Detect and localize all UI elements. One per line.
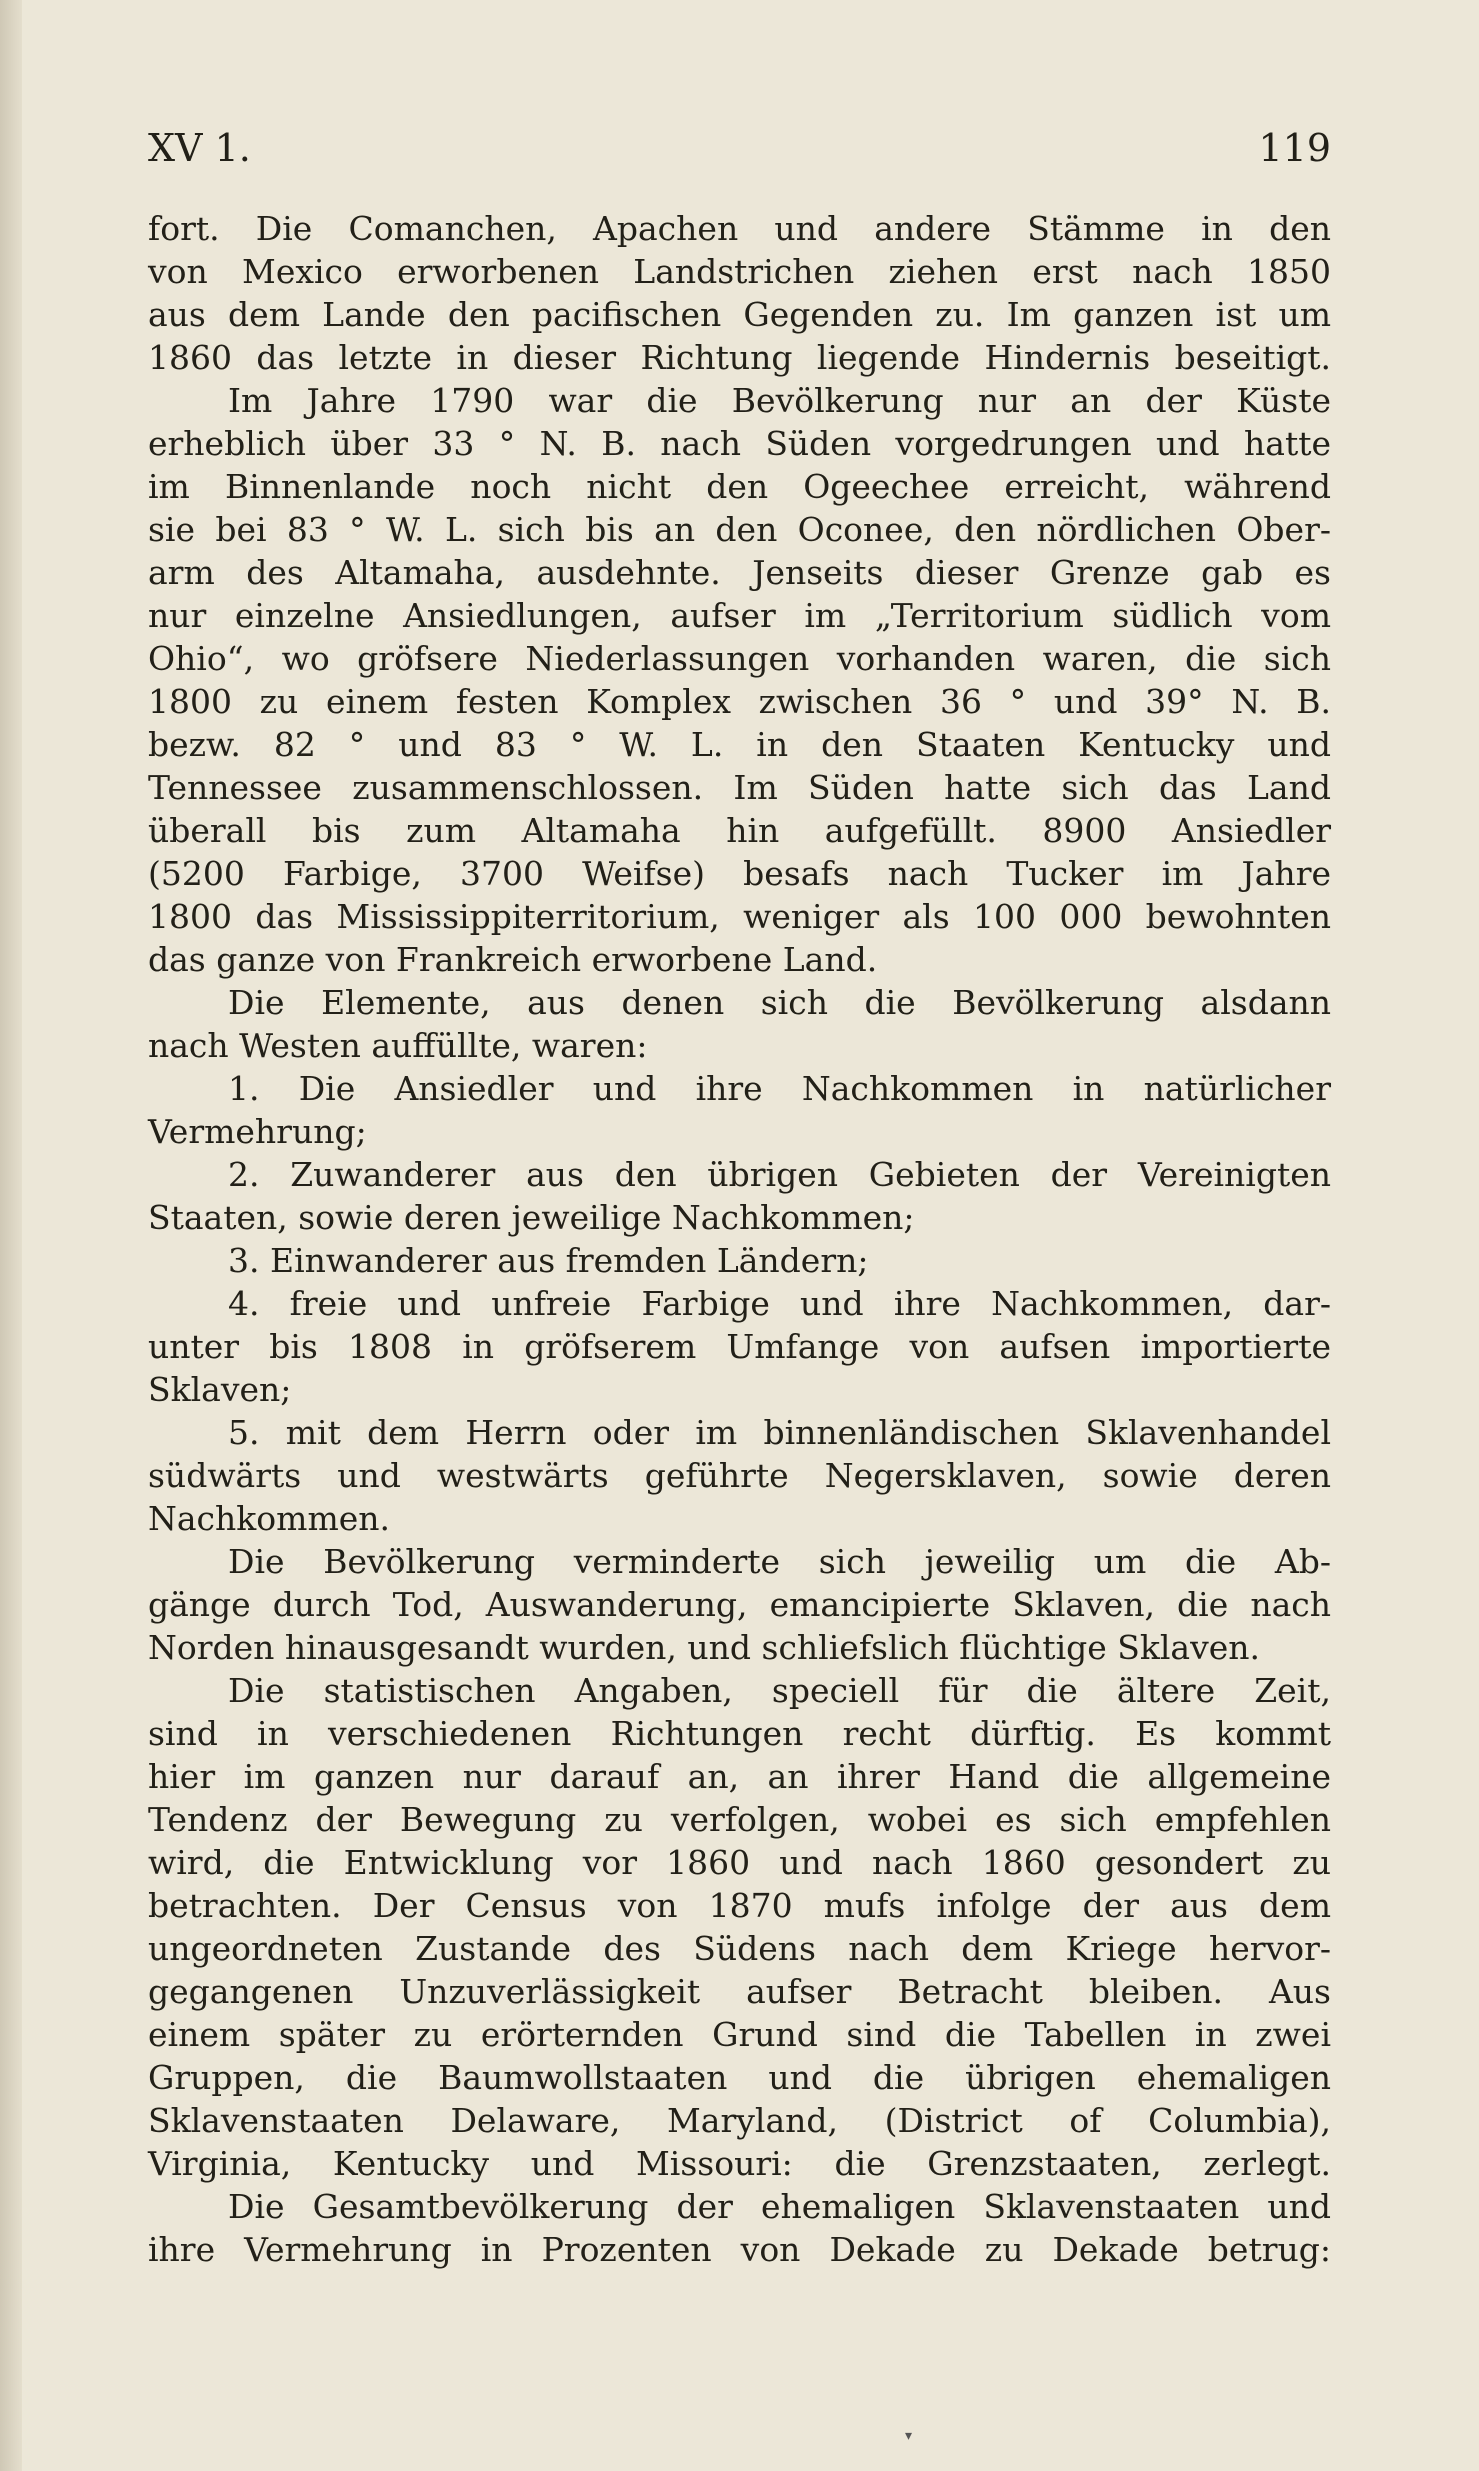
text-line: Vermehrung; (148, 1112, 367, 1151)
text-line: (5200 Farbige, 3700 Weifse) besafs nach Tucker im Jahre (148, 854, 1331, 893)
text-line: ungeordneten Zustande des Südens nach dem Kriege hervor- (148, 1929, 1331, 1968)
text-line: Tendenz der Bewegung zu verfolgen, wobei es sich empfehlen (148, 1800, 1331, 1839)
text-line: Nachkommen. (148, 1499, 391, 1538)
text-line: von Mexico erworbenen Landstrichen ziehen erst nach 1850 (148, 252, 1331, 291)
text-line: Im Jahre 1790 war die Bevölkerung nur an der Küste (228, 381, 1331, 420)
text-line: Virginia, Kentucky und Missouri: die Grenzstaaten, zerlegt. (148, 2144, 1331, 2183)
text-line: Tennessee zusammenschlossen. Im Süden hatte sich das Land (148, 768, 1331, 807)
text-line: bezw. 82 ° und 83 ° W. L. in den Staaten Kentucky und (148, 725, 1331, 764)
list-item-2: 2. Zuwanderer aus den übrigen Gebieten der Vereinigten (228, 1155, 1331, 1194)
body-text (148, 207, 1331, 2271)
text-line: Gruppen, die Baumwollstaaten und die übrigen ehemaligen (148, 2058, 1331, 2097)
list-item-1: 1. Die Ansiedler und ihre Nachkommen in natürlicher (228, 1069, 1331, 1108)
text-line: 1800 das Mississippiterritorium, weniger als 100 000 bewohnten (148, 897, 1331, 936)
text-line: Die Gesamtbevölkerung der ehemaligen Sklavenstaaten und (228, 2187, 1331, 2226)
running-header (148, 118, 1331, 178)
text-line: Die Bevölkerung verminderte sich jeweilig um die Ab- (228, 1542, 1331, 1581)
text-line: unter bis 1808 in gröfserem Umfange von aufsen importierte (148, 1327, 1331, 1366)
text-line: Norden hinausgesandt wurden, und schliefslich flüchtige Sklaven. (148, 1628, 1261, 1667)
list-item-5: 5. mit dem Herrn oder im binnenländischen Sklavenhandel (228, 1413, 1331, 1452)
text-line: Ohio“, wo gröfsere Niederlassungen vorhanden waren, die sich (148, 639, 1331, 678)
text-line: überall bis zum Altamaha hin aufgefüllt. 8900 Ansiedler (148, 811, 1331, 850)
text-line: 1800 zu einem festen Komplex zwischen 36 ° und 39° N. B. (148, 682, 1331, 721)
print-speck: ▾ (905, 2428, 913, 2444)
text-line: ihre Vermehrung in Prozenten von Dekade zu Dekade betrug: (148, 2230, 1331, 2269)
page-number: 119 (1258, 126, 1331, 170)
text-line: wird, die Entwicklung vor 1860 und nach 1860 gesondert zu (148, 1843, 1331, 1882)
text-line: im Binnenlande noch nicht den Ogeechee erreicht, während (148, 467, 1331, 506)
text-line: gegangenen Unzuverlässigkeit aufser Betracht bleiben. Aus (148, 1972, 1331, 2011)
page-binding-edge (0, 0, 22, 2471)
text-line: gänge durch Tod, Auswanderung, emancipierte Sklaven, die nach (148, 1585, 1331, 1624)
text-line: Staaten, sowie deren jeweilige Nachkommen; (148, 1198, 915, 1237)
text-line: einem später zu erörternden Grund sind die Tabellen in zwei (148, 2015, 1331, 2054)
text-line: nur einzelne Ansiedlungen, aufser im „Territorium südlich vom (148, 596, 1331, 635)
text-line: 1860 das letzte in dieser Richtung liegende Hindernis beseitigt. (148, 338, 1331, 377)
text-line: hier im ganzen nur darauf an, an ihrer Hand die allgemeine (148, 1757, 1331, 1796)
text-line: Sklaven; (148, 1370, 292, 1409)
text-line: sie bei 83 ° W. L. sich bis an den Oconee, den nördlichen Ober- (148, 510, 1331, 549)
list-item-3: 3. Einwanderer aus fremden Ländern; (228, 1241, 869, 1280)
text-line: arm des Altamaha, ausdehnte. Jenseits dieser Grenze gab es (148, 553, 1331, 592)
text-line: betrachten. Der Census von 1870 mufs infolge der aus dem (148, 1886, 1331, 1925)
text-line: Die Elemente, aus denen sich die Bevölkerung alsdann (228, 983, 1331, 1022)
header-signature: XV 1. (148, 126, 251, 170)
list-item-4: 4. freie und unfreie Farbige und ihre Nachkommen, dar- (228, 1284, 1331, 1323)
text-line: fort. Die Comanchen, Apachen und andere Stämme in den (148, 209, 1331, 248)
text-line: Sklavenstaaten Delaware, Maryland, (District of Columbia), (148, 2101, 1331, 2140)
text-line: sind in verschiedenen Richtungen recht dürftig. Es kommt (148, 1714, 1331, 1753)
text-line: aus dem Lande den pacifischen Gegenden zu. Im ganzen ist um (148, 295, 1331, 334)
text-line: Die statistischen Angaben, speciell für die ältere Zeit, (228, 1671, 1331, 1710)
text-line: erheblich über 33 ° N. B. nach Süden vorgedrungen und hatte (148, 424, 1331, 463)
text-line: nach Westen auffüllte, waren: (148, 1026, 648, 1065)
text-line: südwärts und westwärts geführte Negersklaven, sowie deren (148, 1456, 1331, 1495)
text-line: das ganze von Frankreich erworbene Land. (148, 940, 878, 979)
